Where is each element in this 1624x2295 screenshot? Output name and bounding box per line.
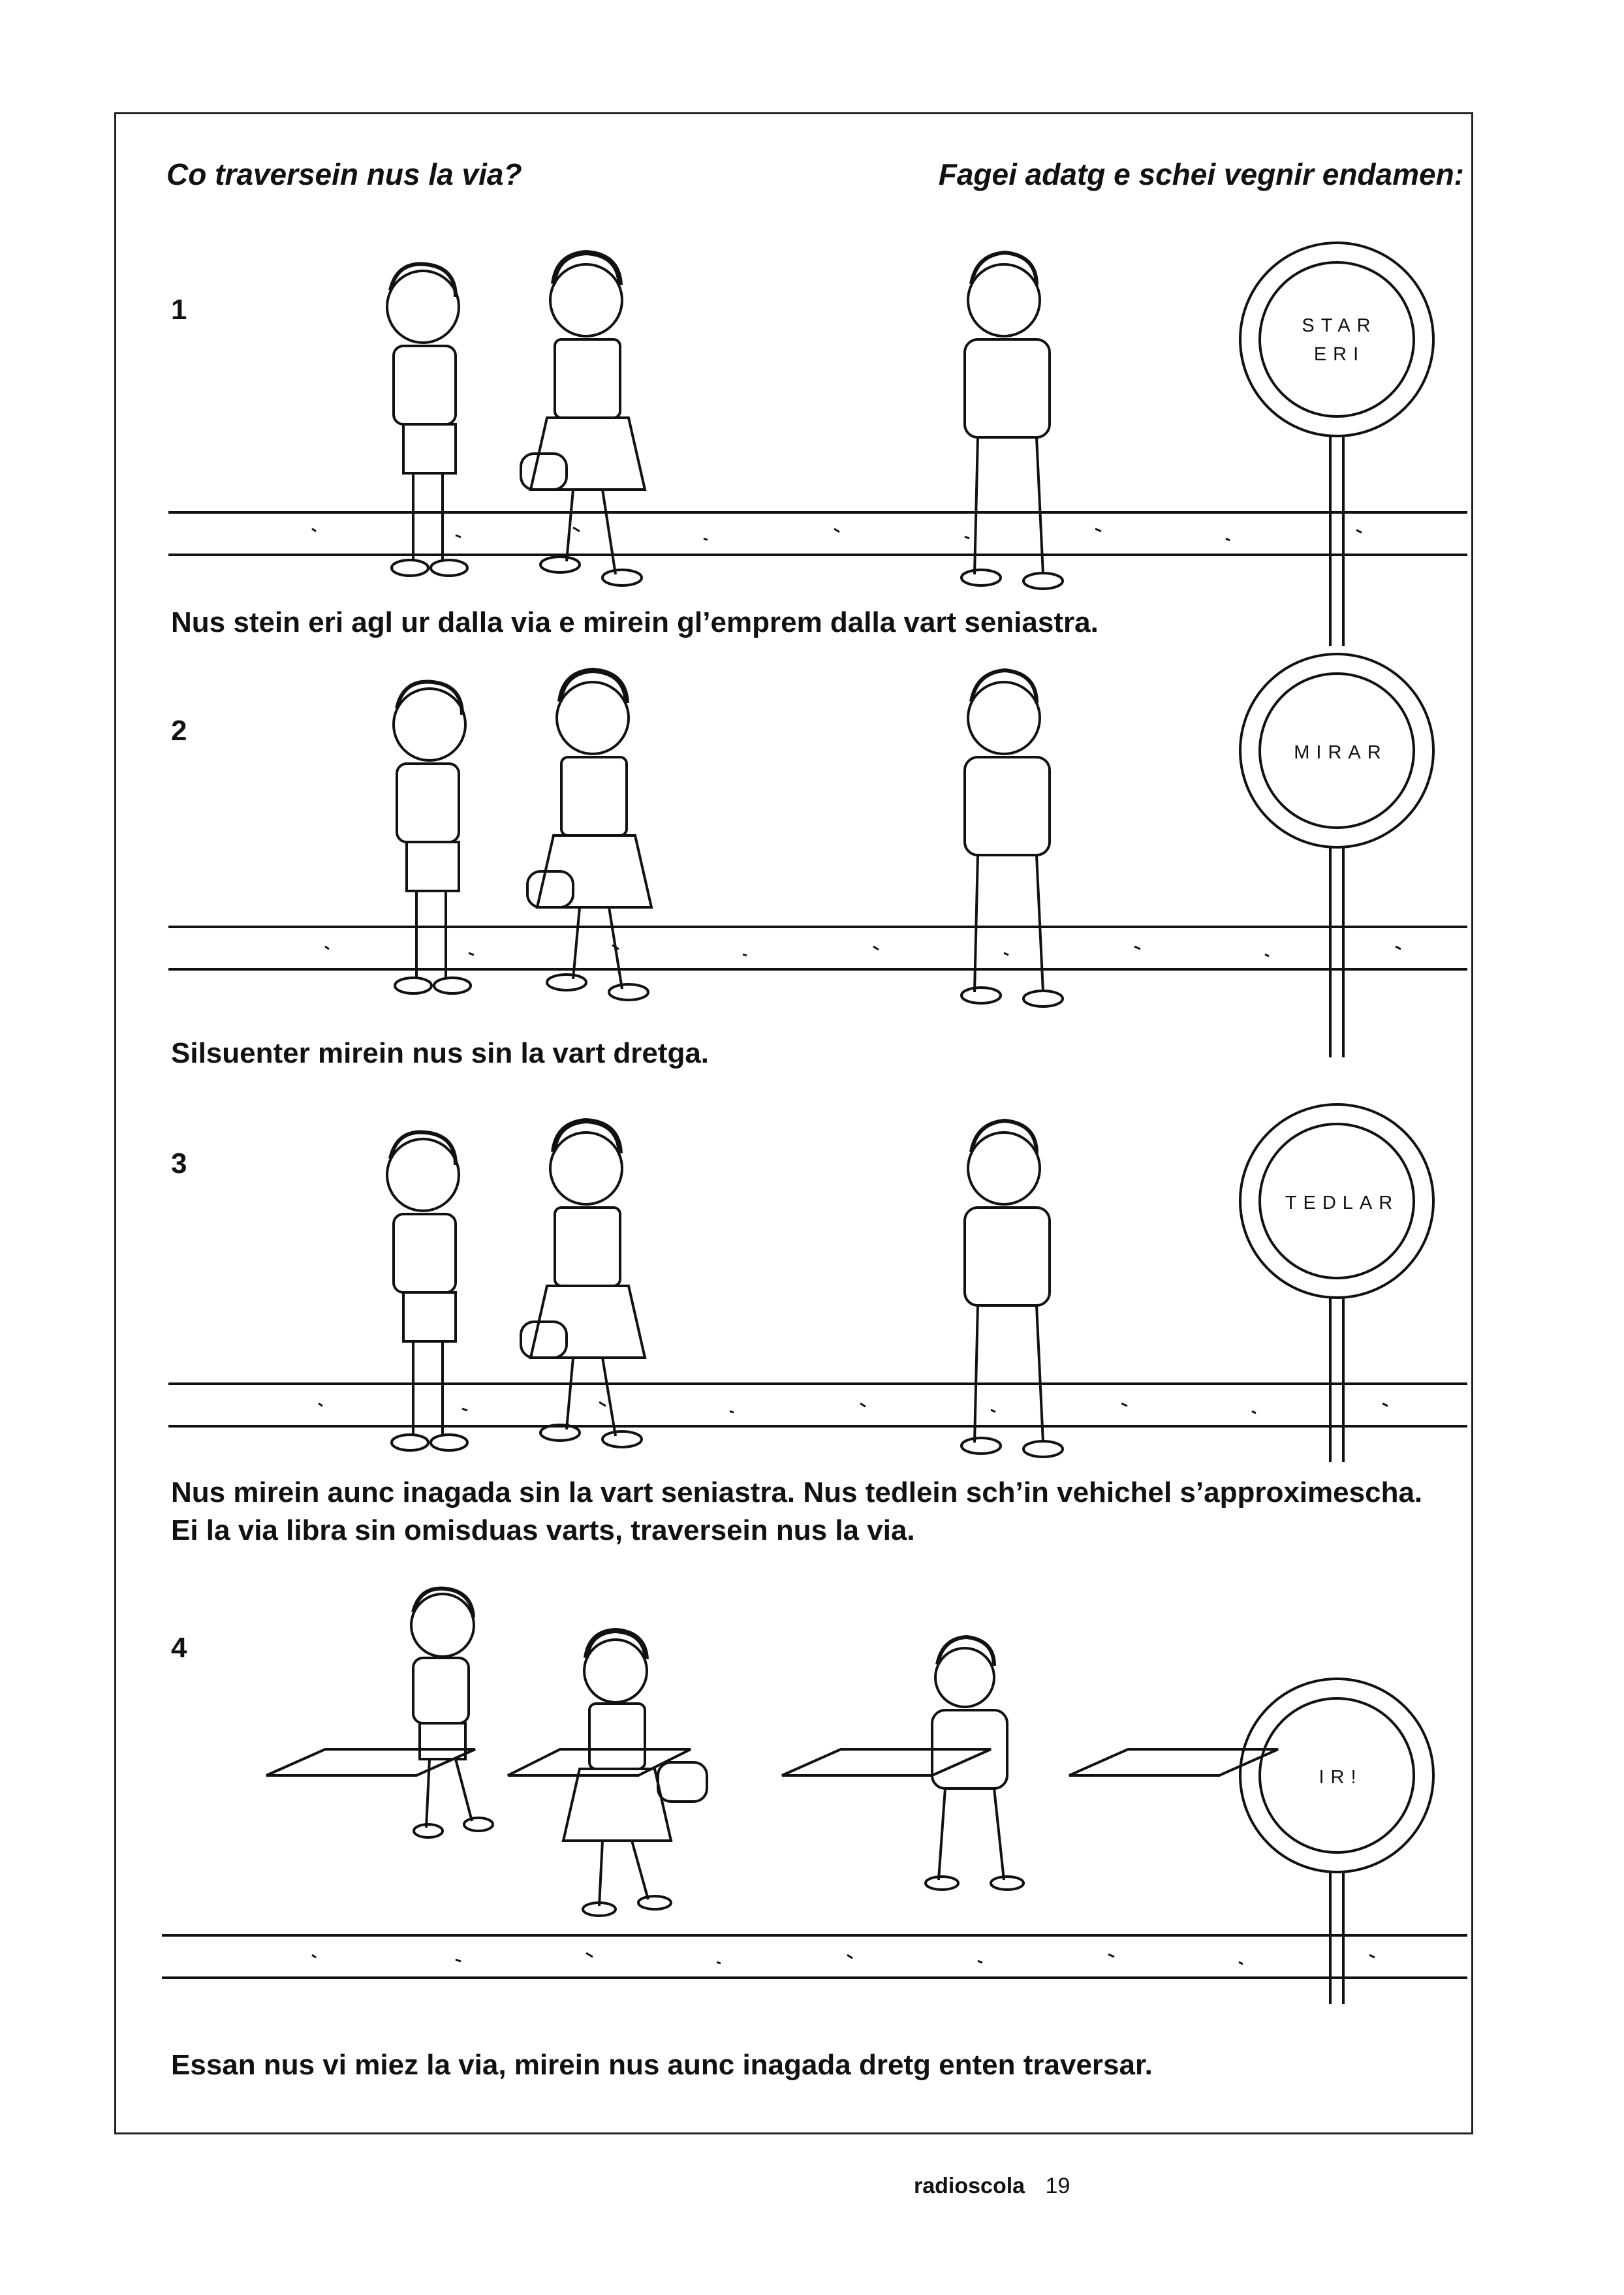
step-3-number: 3 <box>171 1148 187 1179</box>
sign-stop <box>1240 243 1433 646</box>
child-with-backpack-figure <box>961 1121 1063 1457</box>
page-number: 19 <box>1045 2174 1070 2198</box>
sidewalk-curb <box>168 927 1467 969</box>
step-4-illustration <box>116 1580 1471 2004</box>
sign-go <box>1240 1679 1433 2004</box>
child-with-backpack-figure <box>961 253 1063 589</box>
sign-look <box>1240 654 1433 1057</box>
boy-figure <box>387 264 467 576</box>
crosswalk-stripes <box>266 1749 1278 1775</box>
sign-text-line1: MIRAR <box>1294 742 1388 763</box>
sidewalk-curb <box>168 1384 1467 1426</box>
girl-figure <box>521 253 645 585</box>
girl-walking-figure <box>563 1631 707 1916</box>
sign-text-line1: IR! <box>1319 1767 1363 1788</box>
page-title-left: Co traversein nus la via? <box>166 157 522 191</box>
step-1-number: 1 <box>171 294 187 326</box>
page-footer <box>914 2174 1070 2199</box>
boy-figure <box>394 682 471 994</box>
sign-text-line2: ERI <box>1313 344 1366 365</box>
step-2-caption <box>171 1035 709 1072</box>
girl-figure <box>521 1121 645 1447</box>
caption-line: Essan nus vi miez la via, mirein nus aunc inagada dretg enten traversar. <box>171 2049 1153 2081</box>
sidewalk-curb <box>162 1935 1467 1978</box>
caption-line: Ei la via libra sin omisduas varts, traversein nus la via. <box>171 1514 915 1546</box>
step-1-caption <box>171 604 1099 642</box>
boy-figure <box>387 1132 467 1451</box>
sign-listen <box>1240 1104 1433 1462</box>
page-title-right: Fagei adatg e schei vegnir endamen: <box>938 157 1464 191</box>
caption-line: Silsuenter mirein nus sin la vart dretga. <box>171 1037 710 1069</box>
step-4-number: 4 <box>171 1632 187 1664</box>
sign-text-line1: STAR <box>1302 315 1377 336</box>
caption-line: Nus stein eri agl ur dalla via e mirein gl’emprem dalla vart seniastra. <box>171 606 1099 638</box>
sidewalk-curb <box>168 512 1467 555</box>
step-3-illustration <box>116 1097 1471 1521</box>
step-3-caption <box>171 1474 1422 1550</box>
publisher-name: radioscola <box>914 2174 1025 2198</box>
step-2-illustration <box>116 653 1471 1077</box>
sign-text-line1: TEDLAR <box>1285 1193 1399 1213</box>
child-walking-figure <box>926 1637 1023 1890</box>
boy-walking-figure <box>411 1589 493 1837</box>
caption-line: Nus mirein aunc inagada sin la vart seniastra. Nus tedlein sch’in vehichel s’approximescha. <box>171 1476 1423 1508</box>
girl-figure <box>527 670 651 1000</box>
step-2-number: 2 <box>171 715 187 747</box>
step-1-illustration <box>116 222 1471 646</box>
step-4-caption <box>171 2046 1153 2084</box>
child-with-backpack-figure <box>961 670 1063 1007</box>
